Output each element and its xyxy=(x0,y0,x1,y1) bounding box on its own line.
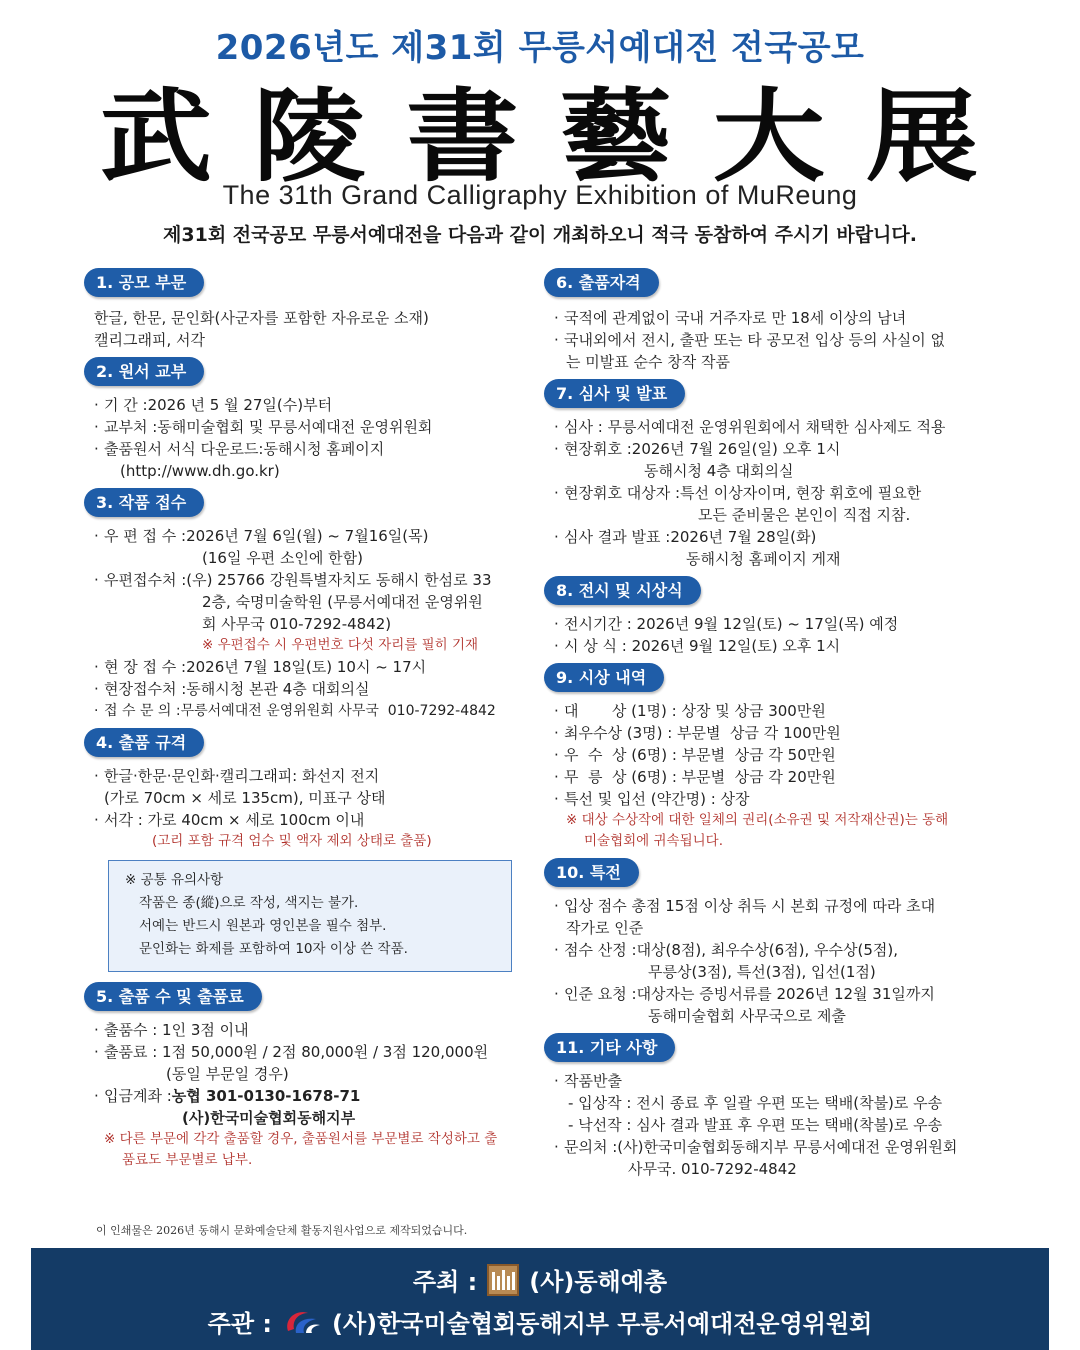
field-label: 접 수 문 의 : xyxy=(104,703,181,719)
body-line: 시 상 식 : 2026년 9월 12일(토) 오후 1시 xyxy=(564,637,841,655)
field-label: 현 장 접 수 : xyxy=(104,658,187,676)
notice-line: 서예는 반드시 원본과 영인본을 필수 첨부. xyxy=(139,918,387,934)
field-label: 입금계좌 : xyxy=(104,1087,172,1105)
notice-title: ※ 공통 유의사항 xyxy=(125,872,224,888)
body-line: - 입상작 : 전시 종료 후 일괄 우편 또는 택배(착불)로 우송 xyxy=(568,1094,943,1112)
field-label: 인준 요청 : xyxy=(564,985,637,1003)
section-heading: 2. 원서 교부 xyxy=(84,357,204,386)
red-note: (고리 포함 규격 엄수 및 액자 제외 상태로 출품) xyxy=(152,833,432,849)
host-label: 주최 : xyxy=(412,1268,478,1296)
award-line: 무 릉 상 (6명) : 부문별 상금 각 20만원 xyxy=(564,768,836,786)
field-label: 우편접수처 : xyxy=(104,571,187,589)
body-line: 는 미발표 순수 창작 작품 xyxy=(566,353,730,371)
section-fee: 5. 출품 수 및 출품료 · 출품수 : 1인 3점 이내 · 출품료 : 1점 50,000원 / 2점 80,000원 / 3점 120,000원 (동일 부문일 경우) · 입금계좌 : 농협 301-0130-1678-71 (사)한국미술협회동해지부 ※ 다른 부문에 각각 출품할 경우, 출품원서를 부문별로 작성하고 출 품료도 부문별로 납부. xyxy=(84,982,530,1171)
field-value-cont: 동해시청 홈페이지 게재 xyxy=(686,550,841,568)
field-value: 동해시청 홈페이지 xyxy=(263,440,385,458)
field-label: 점수 산정 : xyxy=(564,941,637,959)
section-heading: 4. 출품 규격 xyxy=(84,728,204,757)
field-value: 2026년 7월 18일(토) 10시 ~ 17시 xyxy=(186,658,427,676)
notice-box xyxy=(108,860,512,972)
field-value: 2026년 7월 28일(화) xyxy=(670,528,817,546)
hanja-char: 藝 xyxy=(559,77,674,196)
field-label: 교부처 : xyxy=(104,418,158,436)
section-eligibility: 6. 출품자격 · 국적에 관계없이 국내 거주자로 만 18세 이상의 남녀 · 국내외에서 전시, 출판 또는 타 공모전 입상 등의 사실이 없 는 미발표 순수 창작 작품 xyxy=(544,268,994,373)
organizer-row xyxy=(31,1304,1049,1339)
field-value: 동해시청 본관 4층 대회의실 xyxy=(186,680,370,698)
section-heading: 3. 작품 접수 xyxy=(84,488,204,517)
section-heading: 5. 출품 수 및 출품료 xyxy=(84,982,262,1011)
field-value-cont: 사무국. 010-7292-4842 xyxy=(628,1160,797,1178)
red-note: 품료도 부문별로 납부. xyxy=(122,1152,253,1168)
section-application: 2. 원서 교부 · 기 간 : 2026 년 5 월 27일(수)부터 · 교부처 : 동해미술협회 및 무릉서예대전 운영위원회 · 출품원서 서식 다운로드: 동해시청 홈페이지 (http://www.dh.go.kr) xyxy=(84,357,530,482)
body-line: 작가로 인준 xyxy=(566,919,644,937)
poster-top-title: 2026년도 제31회 무릉서예대전 전국공모 xyxy=(215,28,865,68)
body-line: 서각 : 가로 40cm × 세로 100cm 이내 xyxy=(104,811,365,829)
section-category xyxy=(84,268,530,351)
english-title: The 31th Grand Calligraphy Exhibition of MuReung xyxy=(222,180,858,210)
section-heading: 7. 심사 및 발표 xyxy=(544,379,685,408)
field-value-cont: 회 사무국 010-7292-4842) xyxy=(202,615,392,633)
red-note: ※ 우편접수 시 우편번호 다섯 자리를 필히 기재 xyxy=(202,637,479,653)
award-line: 최우수상 (3명) : 부문별 상금 각 100만원 xyxy=(564,724,841,742)
field-value: (우) 25766 강원특별자치도 동해시 한섬로 33 xyxy=(186,571,492,589)
footer-note: 이 인쇄물은 2026년 동해시 문화예술단체 활동지원사업으로 제작되었습니다. xyxy=(96,1224,468,1237)
red-note: ※ 대상 수상작에 대한 일체의 권리(소유권 및 저작재산권)는 동해 xyxy=(566,812,949,828)
field-label: 현장휘호 : xyxy=(564,440,632,458)
host-row xyxy=(31,1262,1049,1297)
section-privileges: 10. 특전 · 입상 점수 총점 15점 이상 취득 시 본회 규정에 따라 초대 작가로 인준 · 점수 산정 : 대상(8점), 최우수상(6점), 우수상(5점), 무릉상(3점), 특선(3점), 입선(1점) · 인준 요청 : 대상자는 증빙서류를 2026년 12월 31일까지 동해미술협회 사무국으로 제출 xyxy=(544,858,994,1027)
left-column xyxy=(84,268,530,1177)
field-value: 2026년 7월 26일(일) 오후 1시 xyxy=(631,440,841,458)
body-line: 입상 점수 총점 15점 이상 취득 시 본회 규정에 따라 초대 xyxy=(564,897,936,915)
section-spec: 4. 출품 규격 · 한글·한문·문인화·캘리그래피: 화선지 전지 (가로 70cm × 세로 135cm), 미표구 상태 · 서각 : 가로 40cm × 세로 100cm 이내 (고리 포함 규격 엄수 및 액자 제외 상태로 출품) ※ 공통 유의사항 작품은 종(縱)으로 작성, 색지는 불가. 서예는 반드시 원본과 영인본을 필수 첨부. 문인화는 화제를 포함하여 10자 이상 쓴 작품. xyxy=(84,728,530,972)
body-line: 출품료 : 1점 50,000원 / 2점 80,000원 / 3점 120,000원 xyxy=(104,1043,489,1061)
organizer-banner xyxy=(31,1248,1049,1350)
section-judging: 7. 심사 및 발표 · 심사 : 무릉서예대전 운영위원회에서 채택한 심사제도 적용 · 현장휘호 : 2026년 7월 26일(일) 오후 1시 동해시청 4층 대회의실 · 현장휘호 대상자 : 특선 이상자이며, 현장 휘호에 필요한 모든 준비물은 본인이 직접 지참. · 심사 결과 발표 : 2026년 7월 28일(화) 동해시청 홈페이지 게재 xyxy=(544,379,994,570)
field-value-cont: 무릉상(3점), 특선(3점), 입선(1점) xyxy=(648,963,876,981)
body-line: 전시기간 : 2026년 9월 12일(토) ~ 17일(목) 예정 xyxy=(564,615,899,633)
field-value: (사)한국미술협회동해지부 무릉서예대전 운영위원회 xyxy=(617,1138,958,1156)
bank-account: 농협 301-0130-1678-71 xyxy=(171,1087,361,1105)
section-awards: 9. 시상 내역 · 대 상 (1명) : 상장 및 상금 300만원 · 최우수상 (3명) : 부문별 상금 각 100만원 · 우 수 상 (6명) : 부문별 상금 각 50만원 · 무 릉 상 (6명) : 부문별 상금 각 20만원 · 특선 및 입선 (약간명) : 상장 ※ 대상 수상작에 대한 일체의 권리(소유권 및 저작재산권)는 동해 미술협회에 귀속됩니다. xyxy=(544,663,994,852)
red-note: 미술협회에 귀속됩니다. xyxy=(584,833,723,849)
field-label: 기 간 : xyxy=(104,396,148,414)
body-line: - 낙선작 : 심사 결과 발표 후 우편 또는 택배(착불)로 우송 xyxy=(568,1116,943,1134)
field-value: 대상자는 증빙서류를 2026년 12월 31일까지 xyxy=(636,985,935,1003)
body-line: 국적에 관계없이 국내 거주자로 만 18세 이상의 남녀 xyxy=(564,309,907,327)
art-association-logo-icon xyxy=(282,1307,322,1337)
field-value: 무릉서예대전 운영위원회 사무국 010-7292-4842 xyxy=(180,703,496,719)
section-heading: 11. 기타 사항 xyxy=(544,1033,675,1062)
body-line: 국내외에서 전시, 출판 또는 타 공모전 입상 등의 사실이 없 xyxy=(564,331,945,349)
section-heading: 1. 공모 부문 xyxy=(84,268,204,297)
field-value: 특선 이상자이며, 현장 휘호에 필요한 xyxy=(680,484,922,502)
notice-line: 작품은 종(縱)으로 작성, 색지는 불가. xyxy=(139,895,359,911)
account-holder: (사)한국미술협회동해지부 xyxy=(182,1109,356,1127)
organizer-label: 주관 : xyxy=(207,1310,272,1338)
award-line: 특선 및 입선 (약간명) : 상장 xyxy=(564,790,750,808)
intro-text: 제31회 전국공모 무릉서예대전을 다음과 같이 개최하오니 적극 동참하여 주시기 바랍니다. xyxy=(163,224,917,246)
field-value-cont: 2층, 숙명미술학원 (무릉서예대전 운영위원 xyxy=(202,593,483,611)
hanja-char: 展 xyxy=(865,77,980,196)
right-column xyxy=(544,268,994,1186)
section-heading: 10. 특전 xyxy=(544,858,639,887)
yechong-logo-icon xyxy=(487,1264,519,1296)
section-exhibition: 8. 전시 및 시상식 · 전시기간 : 2026년 9월 12일(토) ~ 17일(목) 예정 · 시 상 식 : 2026년 9월 12일(토) 오후 1시 xyxy=(544,576,994,657)
notice-line: 문인화는 화제를 포함하여 10자 이상 쓴 작품. xyxy=(139,941,408,957)
award-line: 우 수 상 (6명) : 부문별 상금 각 50만원 xyxy=(564,746,836,764)
section-heading: 6. 출품자격 xyxy=(544,268,659,297)
field-label: 문의처 : xyxy=(564,1138,618,1156)
body-line: 심사 : 무릉서예대전 운영위원회에서 채택한 심사제도 적용 xyxy=(564,418,946,436)
field-value: 대상(8점), 최우수상(6점), 우수상(5점), xyxy=(636,941,899,959)
field-label: 출품원서 서식 다운로드: xyxy=(104,440,264,458)
body-line: 한글, 한문, 문인화(사군자를 포함한 자유로운 소재) xyxy=(94,309,429,327)
red-note: ※ 다른 부문에 각각 출품할 경우, 출품원서를 부문별로 작성하고 출 xyxy=(104,1131,498,1147)
organizer-name: (사)한국미술협회동해지부 무릉서예대전운영위원회 xyxy=(331,1310,873,1338)
body-line: 작품반출 xyxy=(564,1072,622,1090)
body-line: 한글·한문·문인화·캘리그래피: 화선지 전지 xyxy=(104,767,380,785)
field-label: 우 편 접 수 : xyxy=(104,527,187,545)
field-label: 심사 결과 발표 : xyxy=(564,528,671,546)
field-value: 동해미술협회 및 무릉서예대전 운영위원회 xyxy=(157,418,433,436)
host-name: (사)동해예총 xyxy=(529,1268,668,1296)
hanja-char: 書 xyxy=(406,77,521,196)
hanja-char: 大 xyxy=(712,77,827,196)
field-value-cont: (16일 우편 소인에 한함) xyxy=(202,549,364,567)
hanja-char: 武 xyxy=(100,77,214,196)
hanja-char: 陵 xyxy=(253,77,368,196)
section-etc: 11. 기타 사항 · 작품반출 - 입상작 : 전시 종료 후 일괄 우편 또는 택배(착불)로 우송 - 낙선작 : 심사 결과 발표 후 우편 또는 택배(착불)로 우송 · 문의처 : (사)한국미술협회동해지부 무릉서예대전 운영위원회 사무국. 010-7292-4842 xyxy=(544,1033,994,1180)
body-line: (동일 부문일 경우) xyxy=(166,1065,289,1083)
body-line: 캘리그래피, 서각 xyxy=(94,331,205,349)
website-link[interactable]: (http://www.dh.go.kr) xyxy=(120,462,280,480)
field-value: 2026 년 5 월 27일(수)부터 xyxy=(147,396,333,414)
field-label: 현장접수처 : xyxy=(104,680,187,698)
body-line: (가로 70cm × 세로 135cm), 미표구 상태 xyxy=(104,789,386,807)
body-line: 출품수 : 1인 3점 이내 xyxy=(104,1021,249,1039)
award-line: 대 상 (1명) : 상장 및 상금 300만원 xyxy=(564,702,826,720)
field-value-cont: 모든 준비물은 본인이 직접 지참. xyxy=(698,506,911,524)
field-value: 2026년 7월 6일(월) ~ 7월16일(목) xyxy=(186,527,429,545)
section-submission: 3. 작품 접수 · 우 편 접 수 : 2026년 7월 6일(월) ~ 7월16일(목) (16일 우편 소인에 한함) · 우편접수처 : (우) 25766 강원특별자치도 동해시 한섬로 33 2층, 숙명미술학원 (무릉서예대전 운영위원 회 사무국 010-7292-4842) ※ 우편접수 시 우편번호 다섯 자리를 필히 기재 · 현 장 접 수 : 2026년 7월 18일(토) 10시 ~ 17시 · 현장접수처 : 동해시청 본관 4층 대회의실 · 접 수 문 의 : 무릉서예대전 운영위원회 사무국 010-7292-4842 xyxy=(84,488,530,722)
field-value-cont: 동해미술협회 사무국으로 제출 xyxy=(648,1007,846,1025)
section-heading: 9. 시상 내역 xyxy=(544,663,664,692)
field-label: 현장휘호 대상자 : xyxy=(564,484,681,502)
field-value-cont: 동해시청 4층 대회의실 xyxy=(644,462,794,480)
section-heading: 8. 전시 및 시상식 xyxy=(544,576,701,605)
